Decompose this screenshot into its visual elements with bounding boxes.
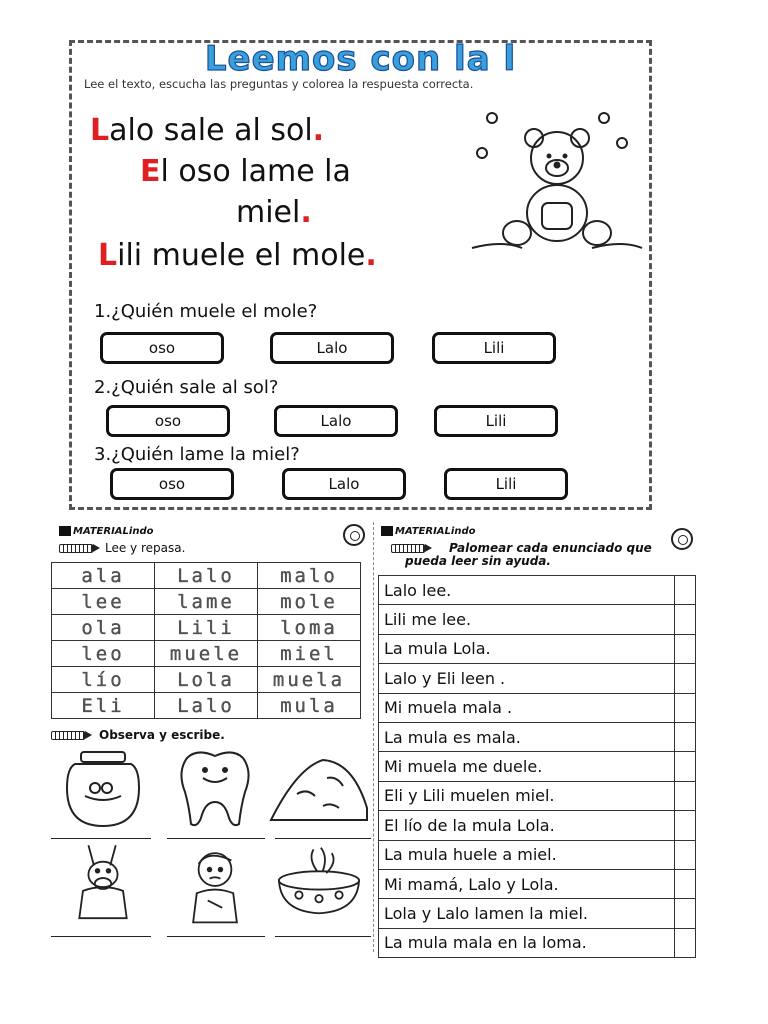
table-row: [379, 869, 696, 898]
emblem-icon: [671, 528, 693, 550]
write-line[interactable]: [275, 936, 371, 937]
check-cell[interactable]: [675, 869, 696, 898]
story-initial: L: [90, 113, 110, 148]
story-text: l oso lame la: [160, 154, 351, 189]
table-row: [52, 693, 361, 719]
section-label-read: Lee y repasa.: [105, 541, 186, 555]
pencil-icon: [391, 544, 425, 553]
worksheet-top: [69, 40, 652, 510]
section-label-observe: Observa y escribe.: [99, 728, 225, 742]
page-title: Leemos con la l: [204, 39, 517, 79]
table-row: [379, 811, 696, 840]
sentence-text: Mi muela me duele.: [379, 752, 675, 781]
word-cell: ala: [52, 563, 155, 589]
word-cell: Lalo: [155, 693, 258, 719]
story-text: ili muele el mole: [117, 238, 366, 273]
word-cell: leo: [52, 641, 155, 667]
table-row: [52, 641, 361, 667]
check-cell[interactable]: [675, 605, 696, 634]
sentence-text: La mula Lola.: [379, 634, 675, 663]
check-cell[interactable]: [675, 840, 696, 869]
word-cell: muele: [155, 641, 258, 667]
boy-icon: [163, 844, 267, 926]
logo-icon: [59, 526, 71, 536]
donkey-icon: [51, 838, 155, 920]
sentence-text: Mi muela mala .: [379, 693, 675, 722]
answer-q2-lili[interactable]: Lili: [434, 405, 558, 437]
check-cell[interactable]: [675, 811, 696, 840]
answer-q1-lalo[interactable]: Lalo: [270, 332, 394, 364]
question-3: 3.¿Quién lame la miel?: [94, 444, 300, 465]
sentence-text: La mula mala en la loma.: [379, 928, 675, 957]
word-cell: loma: [258, 615, 361, 641]
check-cell[interactable]: [675, 664, 696, 693]
table-row: [379, 605, 696, 634]
check-cell[interactable]: [675, 634, 696, 663]
logo-icon: [381, 526, 393, 536]
story-initial: E: [140, 154, 161, 189]
story-text: miel: [236, 195, 301, 230]
question-2: 2.¿Quién sale al sol?: [94, 377, 279, 398]
table-row: [379, 693, 696, 722]
table-row: [379, 899, 696, 928]
story-period: .: [300, 195, 312, 230]
table-row: [52, 667, 361, 693]
table-row: [379, 752, 696, 781]
word-cell: lío: [52, 667, 155, 693]
story-line-3: [236, 195, 312, 230]
logo: MATERIALindo: [59, 526, 154, 537]
check-cell[interactable]: [675, 899, 696, 928]
check-cell[interactable]: [675, 693, 696, 722]
sentences-table: [378, 575, 696, 958]
sentence-text: Lili me lee.: [379, 605, 675, 634]
table-row: [379, 840, 696, 869]
table-row: [52, 563, 361, 589]
table-row: [52, 589, 361, 615]
word-cell: ola: [52, 615, 155, 641]
sentence-text: La mula es mala.: [379, 722, 675, 751]
word-cell: mula: [258, 693, 361, 719]
word-cell: miel: [258, 641, 361, 667]
sentence-text: Lalo y Eli leen .: [379, 664, 675, 693]
answer-q1-oso[interactable]: oso: [100, 332, 224, 364]
table-row: [379, 664, 696, 693]
words-table: [51, 562, 361, 719]
jar-icon: [51, 748, 155, 830]
sentence-text: Eli y Lili muelen miel.: [379, 781, 675, 810]
check-cell[interactable]: [675, 928, 696, 957]
answer-q3-lalo[interactable]: Lalo: [282, 468, 406, 500]
story-line-4: [98, 238, 377, 273]
sentence-text: Lalo lee.: [379, 576, 675, 605]
section-label-instruction-2: pueda leer sin ayuda.: [405, 554, 551, 568]
word-cell: Lili: [155, 615, 258, 641]
table-row: [379, 576, 696, 605]
table-row: [379, 781, 696, 810]
sentence-text: La mula huele a miel.: [379, 840, 675, 869]
write-line[interactable]: [275, 838, 371, 839]
word-cell: Lola: [155, 667, 258, 693]
word-cell: malo: [258, 563, 361, 589]
word-cell: lame: [155, 589, 258, 615]
sentence-text: El lío de la mula Lola.: [379, 811, 675, 840]
hill-icon: [267, 748, 371, 830]
answer-q3-lili[interactable]: Lili: [444, 468, 568, 500]
word-cell: muela: [258, 667, 361, 693]
section-label-instruction-1: Palomear cada enunciado que: [449, 541, 652, 555]
pencil-icon: [51, 731, 85, 740]
logo: MATERIALindo: [381, 526, 476, 537]
story-line-1: [90, 113, 324, 148]
word-cell: mole: [258, 589, 361, 615]
mole-pot-icon: [267, 844, 371, 926]
bear-honey-icon: [462, 108, 647, 258]
instructions: Lee el texto, escucha las preguntas y colorea la respuesta correcta.: [84, 77, 474, 91]
write-line[interactable]: [167, 936, 265, 937]
table-row: [52, 615, 361, 641]
question-1: 1.¿Quién muele el mole?: [94, 301, 318, 322]
write-line[interactable]: [51, 936, 151, 937]
story-period: .: [312, 113, 325, 148]
story-initial: L: [98, 238, 118, 273]
check-cell[interactable]: [675, 752, 696, 781]
answer-q2-lalo[interactable]: Lalo: [274, 405, 398, 437]
word-cell: Eli: [52, 693, 155, 719]
sentence-text: Mi mamá, Lalo y Lola.: [379, 869, 675, 898]
check-cell[interactable]: [675, 722, 696, 751]
worksheet-checklist: [375, 522, 702, 952]
sentence-text: Lola y Lalo lamen la miel.: [379, 899, 675, 928]
table-row: [379, 722, 696, 751]
word-cell: Lalo: [155, 563, 258, 589]
answer-q3-oso[interactable]: oso: [110, 468, 234, 500]
story-period: .: [365, 238, 377, 273]
table-row: [379, 928, 696, 957]
answer-q2-oso[interactable]: oso: [106, 405, 230, 437]
worksheet-practice: [47, 522, 374, 952]
check-cell[interactable]: [675, 576, 696, 605]
pencil-icon: [59, 544, 93, 553]
answer-q1-lili[interactable]: Lili: [432, 332, 556, 364]
check-cell[interactable]: [675, 781, 696, 810]
tooth-icon: [163, 748, 267, 830]
word-cell: lee: [52, 589, 155, 615]
story-line-2: [140, 154, 351, 189]
story-text: alo sale al sol: [109, 113, 313, 148]
table-row: [379, 634, 696, 663]
emblem-icon: [343, 524, 365, 546]
write-line[interactable]: [167, 838, 265, 839]
